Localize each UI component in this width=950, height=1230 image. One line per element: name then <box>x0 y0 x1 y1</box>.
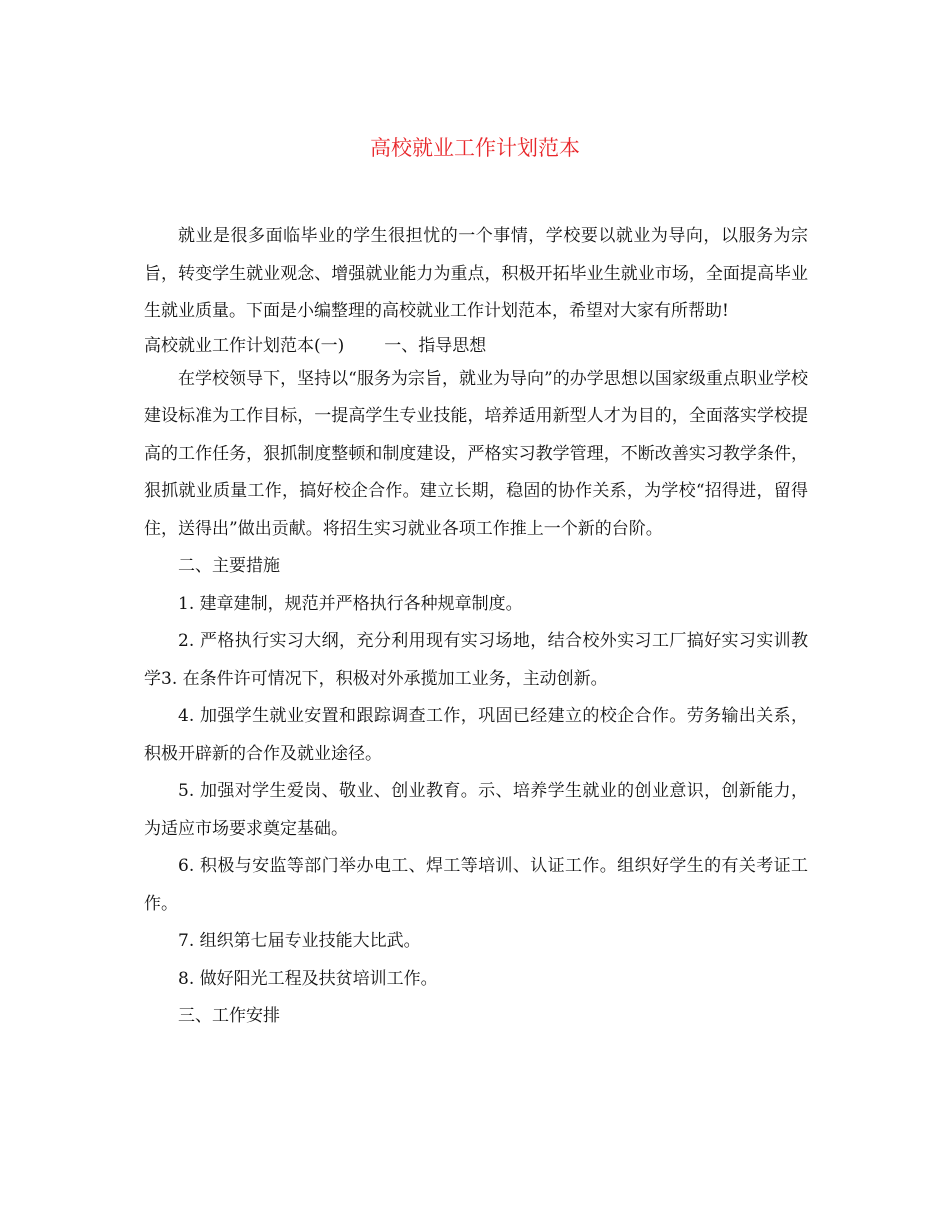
measure-item-2: 2. 严格执行实习大纲，充分利用现有实习场地，结合校外实习工厂搞好实习实训教学3. 在条件许可情况下，积极对外承揽加工业务，主动创新。 <box>144 631 808 689</box>
guiding-thought-paragraph: 在学校领导下，坚持以“服务为宗旨，就业为导向”的办学思想以国家级重点职业学校建设标准为工作目标，一提高学生专业技能，培养适用新型人才为目的，全面落实学校提高的工作任务，狠抓制度整顿和制度建设，严格实习教学管理，不断改善实习教学条件，狠抓就业质量工作，搞好校企合作。建立长期，稳固的协作关系，为学校“招得进，留得住，送得出”做出贡献。将招生实习就业各项工作推上一个新的台阶。 <box>144 368 808 539</box>
section-title: 高校就业工作计划范本(一) <box>144 335 345 356</box>
heading-main-measures: 二、主要措施 <box>178 556 280 576</box>
measure-item-4: 4. 加强学生就业安置和跟踪调查工作，巩固已经建立的校企合作。劳务输出关系，积极开辟新的合作及就业途径。 <box>144 706 808 764</box>
measure-item-8: 8. 做好阳光工程及扶贫培训工作。 <box>178 968 438 989</box>
heading-guiding-thought: 一、指导思想 <box>384 335 487 356</box>
measure-item-5: 5. 加强对学生爱岗、敬业、创业教育。示、培养学生就业的创业意识，创新能力，为适应市场要求奠定基础。 <box>144 781 808 839</box>
document-body <box>144 218 808 1036</box>
measure-item-1: 1. 建章建制，规范并严格执行各种规章制度。 <box>178 593 523 614</box>
heading-work-arrangement: 三、工作安排 <box>178 1006 280 1026</box>
measure-item-7: 7. 组织第七届专业技能大比武。 <box>178 931 421 951</box>
measure-item-6: 6. 积极与安监等部门举办电工、焊工等培训、认证工作。组织好学生的有关考证工作。 <box>144 856 808 914</box>
document-title: 高校就业工作计划范本 <box>370 136 580 160</box>
section-heading-line <box>144 331 808 361</box>
intro-paragraph: 就业是很多面临毕业的学生很担忧的一个事情，学校要以就业为导向，以服务为宗旨，转变学生就业观念、增强就业能力为重点，积极开拓毕业生就业市场，全面提高毕业生就业质量。下面是小编整理的高校就业工作计划范本，希望对大家有所帮助! <box>144 226 808 321</box>
